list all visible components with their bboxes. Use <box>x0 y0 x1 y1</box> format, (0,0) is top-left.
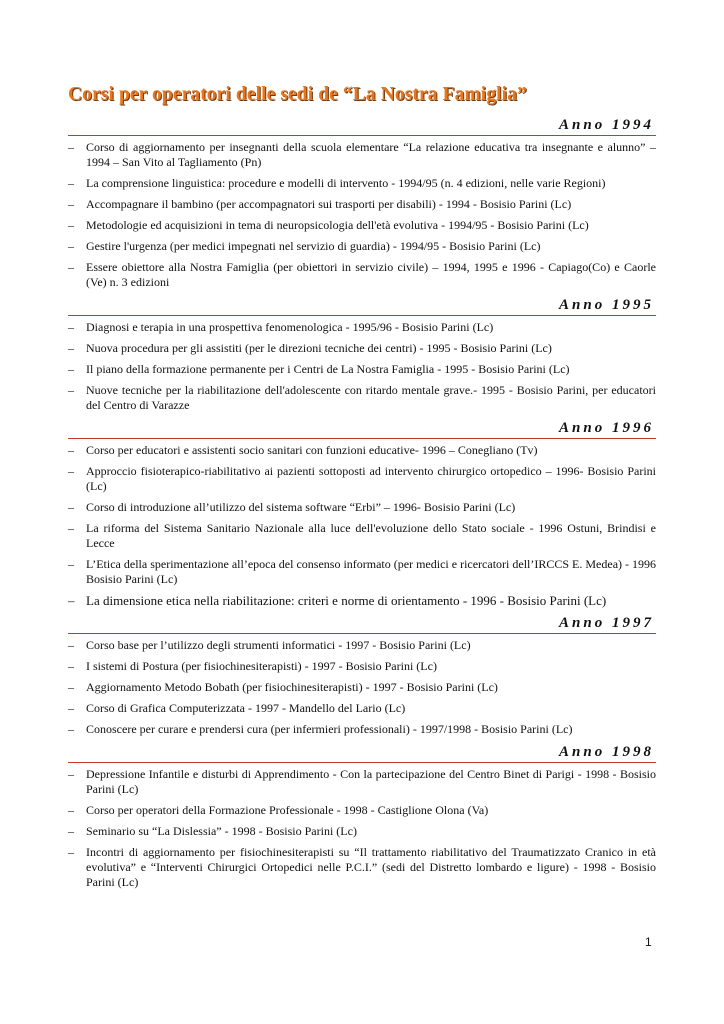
course-item <box>68 659 656 674</box>
course-item <box>68 767 656 797</box>
course-text: La riforma del Sistema Sanitario Nazionale alla luce dell'evoluzione dello Stato sociale - 1996 Ostuni, Brindisi e Lecce <box>86 521 656 550</box>
course-item <box>68 176 656 191</box>
course-item <box>68 521 656 551</box>
dash-bullet: – <box>68 767 74 781</box>
course-text: Corso base per l’utilizzo degli strumenti informatici - 1997 - Bosisio Parini (Lc) <box>86 638 471 652</box>
course-text: Corso per operatori della Formazione Professionale - 1998 - Castiglione Olona (Va) <box>86 803 489 817</box>
course-list <box>68 638 656 737</box>
course-item <box>68 464 656 494</box>
course-list <box>68 443 656 608</box>
dash-bullet: – <box>68 500 74 514</box>
course-text: Depressione Infantile e disturbi di Apprendimento - Con la partecipazione del Centro Binet di Parigi - 1998 - Bosisio Parini (Lc) <box>86 767 656 796</box>
course-text: Essere obiettore alla Nostra Famiglia (per obiettori in servizio civile) – 1994, 1995 e 1996 - Capiago(Co) e Caorle (Ve) n. 3 edizioni <box>86 260 656 289</box>
course-item <box>68 140 656 170</box>
course-text: Metodologie ed acquisizioni in tema di neuropsicologia dell'età evolutiva - 1994/95 - Bosisio Parini (Lc) <box>86 218 589 232</box>
course-list <box>68 320 656 413</box>
course-text: Corso di aggiornamento per insegnanti della scuola elementare “La relazione educativa tra insegnante e alunno” – 1994 – San Vito al Tagliamento (Pn) <box>86 140 656 169</box>
dash-bullet: – <box>68 521 74 535</box>
dash-bullet: – <box>68 803 74 817</box>
dash-bullet: – <box>68 659 74 673</box>
dash-bullet: – <box>68 176 74 190</box>
course-item <box>68 803 656 818</box>
dash-bullet: – <box>68 218 74 232</box>
year-heading: Anno 1998 <box>68 743 656 763</box>
course-text: Seminario su “La Dislessia” - 1998 - Bosisio Parini (Lc) <box>86 824 357 838</box>
course-text: Nuova procedura per gli assistiti (per le direzioni tecniche dei centri) - 1995 - Bosisio Parini (Lc) <box>86 341 552 355</box>
course-text: Nuove tecniche per la riabilitazione dell'adolescente con ritardo mentale grave.- 1995 - Bosisio Parini, per educatori del Centro di Varazze <box>86 383 656 412</box>
dash-bullet: – <box>68 824 74 838</box>
dash-bullet: – <box>68 722 74 736</box>
course-text: I sistemi di Postura (per fisiochinesiterapisti) - 1997 - Bosisio Parini (Lc) <box>86 659 437 673</box>
year-heading: Anno 1997 <box>68 614 656 634</box>
course-item <box>68 320 656 335</box>
course-item <box>68 500 656 515</box>
course-text: Il piano della formazione permanente per i Centri de La Nostra Famiglia - 1995 - Bosisio Parini (Lc) <box>86 362 570 376</box>
course-item <box>68 383 656 413</box>
dash-bullet: – <box>68 383 74 397</box>
course-list <box>68 767 656 890</box>
course-text: La dimensione etica nella riabilitazione: criteri e norme di orientamento - 1996 - Bosisio Parini (Lc) <box>86 593 607 608</box>
dash-bullet: – <box>68 443 74 457</box>
course-item <box>68 722 656 737</box>
course-item <box>68 701 656 716</box>
course-text: Conoscere per curare e prendersi cura (per infermieri professionali) - 1997/1998 - Bosisio Parini (Lc) <box>86 722 573 736</box>
course-text: Corso di Grafica Computerizzata - 1997 - Mandello del Lario (Lc) <box>86 701 406 715</box>
dash-bullet: – <box>68 341 74 355</box>
course-text: Aggiornamento Metodo Bobath (per fisiochinesiterapisti) - 1997 - Bosisio Parini (Lc) <box>86 680 498 694</box>
dash-bullet: – <box>68 557 74 571</box>
course-item <box>68 593 656 608</box>
dash-bullet: – <box>68 362 74 376</box>
year-heading: Anno 1994 <box>68 116 656 136</box>
course-item <box>68 341 656 356</box>
dash-bullet: – <box>68 638 74 652</box>
course-text: Diagnosi e terapia in una prospettiva fenomenologica - 1995/96 - Bosisio Parini (Lc) <box>86 320 494 334</box>
course-item <box>68 443 656 458</box>
document-page <box>68 84 656 896</box>
course-text: Accompagnare il bambino (per accompagnatori sui trasporti per disabili) - 1994 - Bosisio Parini (Lc) <box>86 197 572 211</box>
course-item <box>68 239 656 254</box>
course-text: Gestire l'urgenza (per medici impegnati nel servizio di guardia) - 1994/95 - Bosisio Parini (Lc) <box>86 239 541 253</box>
dash-bullet: – <box>68 197 74 211</box>
dash-bullet: – <box>68 260 74 274</box>
course-item <box>68 197 656 212</box>
course-text: La comprensione linguistica: procedure e modelli di intervento - 1994/95 (n. 4 edizioni, nelle varie Regioni) <box>86 176 606 190</box>
course-text: Corso di introduzione all’utilizzo del sistema software “Erbi” – 1996- Bosisio Parini (Lc) <box>86 500 516 514</box>
course-list <box>68 140 656 290</box>
dash-bullet: – <box>68 239 74 253</box>
dash-bullet: – <box>68 140 74 154</box>
dash-bullet: – <box>68 464 74 478</box>
course-item <box>68 362 656 377</box>
course-item <box>68 680 656 695</box>
course-text: Corso per educatori e assistenti socio sanitari con funzioni educative- 1996 – Conegliano (Tv) <box>86 443 538 457</box>
course-item <box>68 218 656 233</box>
course-text: Incontri di aggiornamento per fisiochinesiterapisti su “Il trattamento riabilitativo del Traumatizzato Cranico in età evolutiva” e “Interventi Chirurgici Ortopedici nelle P.C.I.” (sedi del Distretto lombardo e ligure) - 1998 - Bosisio Parini (Lc) <box>86 845 656 889</box>
sections-container <box>68 116 656 890</box>
course-item <box>68 824 656 839</box>
year-heading: Anno 1995 <box>68 296 656 316</box>
course-text: Approccio fisioterapico-riabilitativo ai pazienti sottoposti ad intervento chirurgico ortopedico – 1996- Bosisio Parini (Lc) <box>86 464 656 493</box>
year-heading: Anno 1996 <box>68 419 656 439</box>
dash-bullet: – <box>68 845 74 859</box>
dash-bullet: – <box>68 593 75 608</box>
page-number: 1 <box>645 935 652 949</box>
course-item <box>68 557 656 587</box>
course-text: L’Etica della sperimentazione all’epoca del consenso informato (per medici e ricercatori dell’IRCCS E. Medea) - 1996 Bosisio Parini (Lc) <box>86 557 657 586</box>
dash-bullet: – <box>68 320 74 334</box>
dash-bullet: – <box>68 701 74 715</box>
document-title: Corsi per operatori delle sedi de “La Nostra Famiglia” <box>68 84 527 105</box>
dash-bullet: – <box>68 680 74 694</box>
course-item <box>68 260 656 290</box>
course-item <box>68 638 656 653</box>
course-item <box>68 845 656 890</box>
